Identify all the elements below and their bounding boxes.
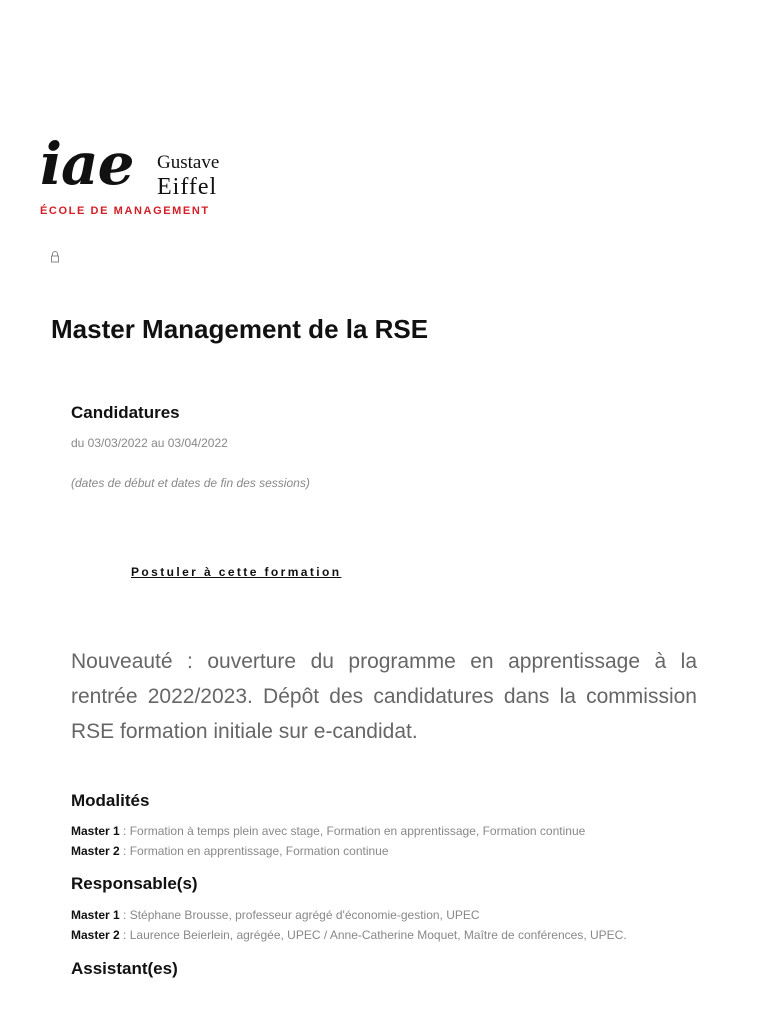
candidatures-note: (dates de début et dates de fin des sessions) [71,476,310,490]
iae-gustave-eiffel-logo[interactable] [40,128,240,220]
news-announcement: Nouveauté : ouverture du programme en apprentissage à la rentrée 2022/2023. Dépôt des candidatures dans la commission RSE formation initiale sur e-candidat. [71,650,697,743]
row-label: Master 1 [71,908,120,922]
row-text: Stéphane Brousse, professeur agrégé d'économie-gestion, UPEC [129,908,480,922]
apply-link[interactable]: Postuler à cette formation [131,565,342,579]
assistants-heading: Assistant(es) [71,959,178,978]
lock-icon [49,250,61,264]
responsables-row-master2 [71,925,627,945]
row-separator: : [119,824,130,838]
row-text: Laurence Beierlein, agrégée, UPEC / Anne-Catherine Moquet, Maître de conférences, UPEC. [129,928,627,942]
responsables-heading: Responsable(s) [71,874,198,893]
row-text: Formation à temps plein avec stage, Formation en apprentissage, Formation continue [129,824,586,838]
modalites-row-master2 [71,841,585,861]
responsables-list [71,905,627,945]
responsables-row-master1 [71,905,627,925]
modalites-list [71,821,585,861]
row-separator: : [119,844,130,858]
candidatures-heading: Candidatures [71,403,180,422]
row-label: Master 2 [71,928,120,942]
logo-gustave-text: Gustave [157,152,220,173]
row-separator: : [119,908,130,922]
logo-tagline: ÉCOLE DE MANAGEMENT [40,205,210,217]
modalites-heading: Modalités [71,791,150,810]
row-separator: : [119,928,130,942]
logo-eiffel-text: Eiffel [157,174,218,200]
page-title: Master Management de la RSE [51,314,429,344]
row-text: Formation en apprentissage, Formation continue [129,844,389,858]
candidatures-dates: du 03/03/2022 au 03/04/2022 [71,436,228,450]
modalites-row-master1 [71,821,585,841]
row-label: Master 1 [71,824,120,838]
row-label: Master 2 [71,844,120,858]
logo-iae-text: iae [40,130,134,198]
